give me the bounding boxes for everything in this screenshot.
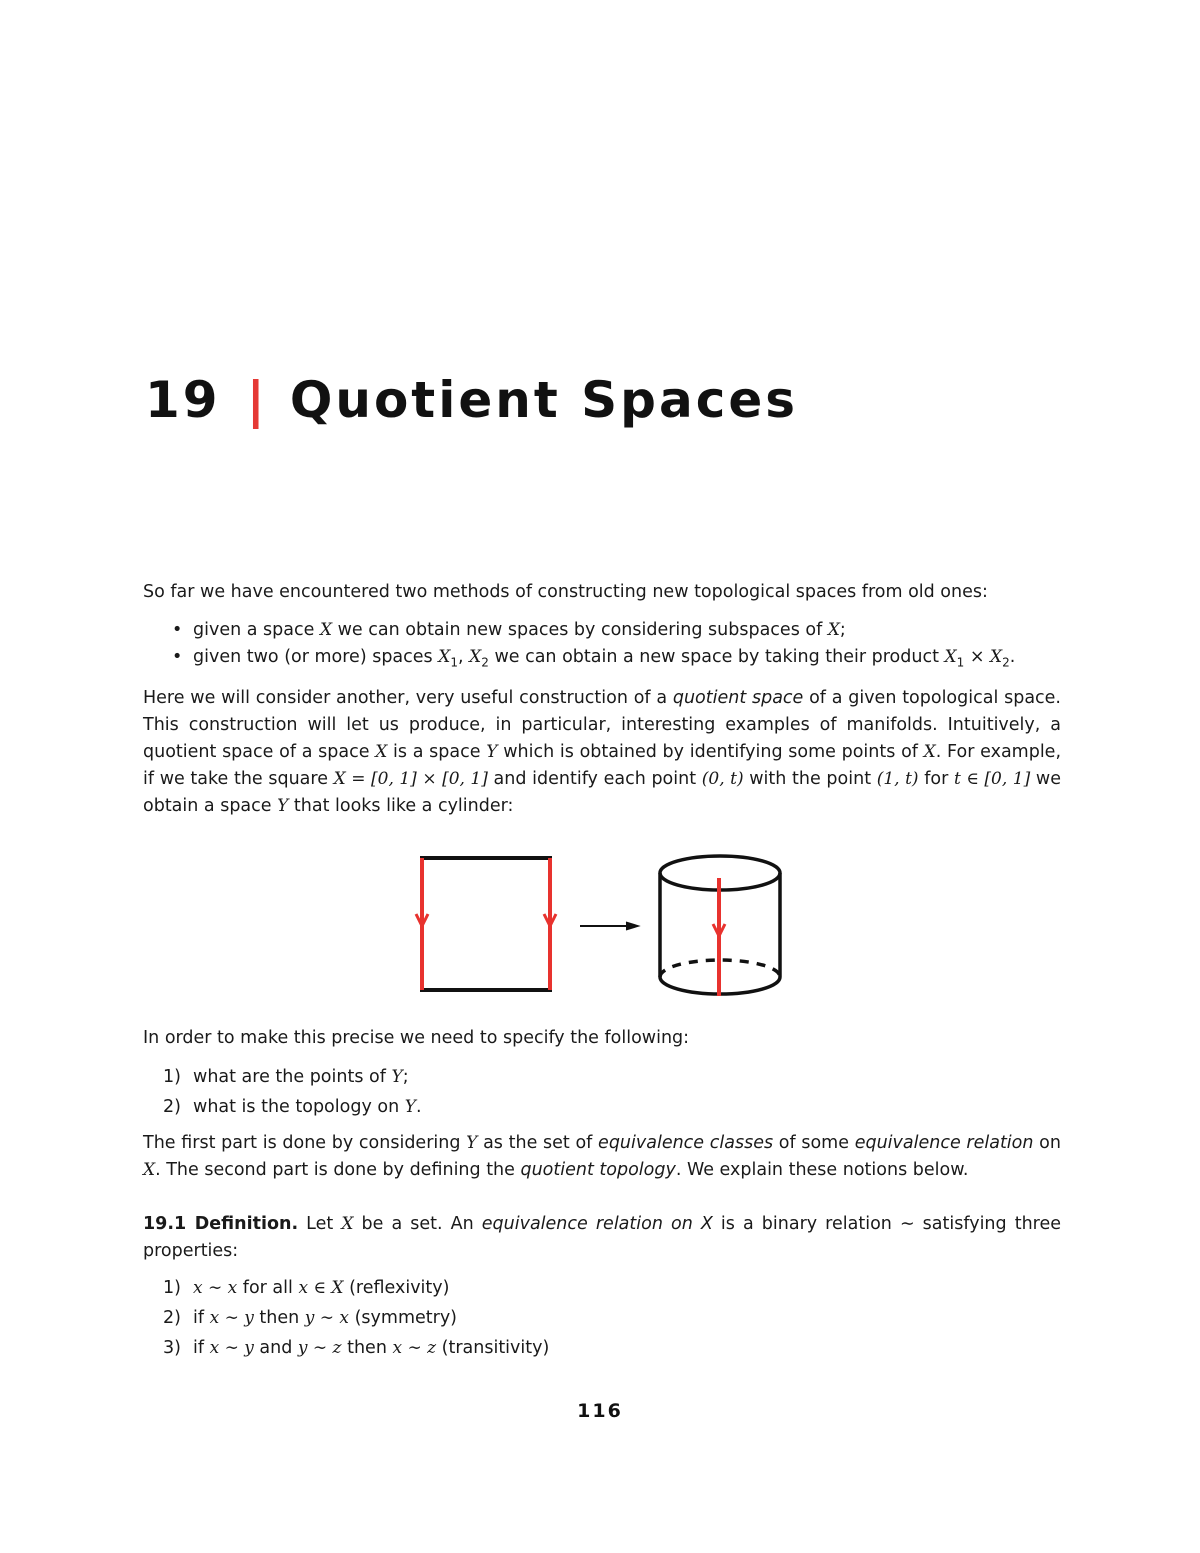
cylinder-shape [660,856,780,996]
list-item: 1) x ∼ x for all x ∈ X (reflexivity) [163,1278,450,1298]
intro-paragraph: So far we have encountered two methods of constructing new topological spaces from old ones: [143,582,988,602]
chapter-number: 19 [145,371,221,429]
list-item: 1) what are the points of Y; [163,1067,409,1087]
methods-list [143,617,1061,671]
cylinder-figure [400,845,800,1005]
steps-list [143,1064,1061,1121]
properties-list [143,1275,1061,1362]
definition-paragraph: 19.1 Definition. Let X be a set. An equivalence relation on X is a binary relation ∼ satisfying three properties: [143,1214,1061,1261]
list-item: 2) if x ∼ y then y ∼ x (symmetry) [163,1308,457,1328]
definition-label: 19.1 Definition. [143,1214,299,1234]
list-item: • given a space X we can obtain new spaces by considering subspaces of X; [143,617,1061,644]
bullet-icon: • [172,620,183,640]
chapter-name: Quotient Spaces [289,371,799,429]
bullet-icon: • [172,647,183,667]
specify-paragraph: In order to make this precise we need to specify the following: [143,1028,690,1048]
list-item: 2) what is the topology on Y. [163,1097,422,1117]
square-shape [416,858,556,990]
equivalence-paragraph: The first part is done by considering Y as the set of equivalence classes of some equivalence relation on X. The second part is done by defining the quotient topology. We explain these notions below. [143,1133,1061,1180]
list-item: 3) if x ∼ y and y ∼ z then x ∼ z (transitivity) [163,1338,550,1358]
chapter-separator: | [246,371,268,429]
arrow-right-icon [580,922,639,930]
list-item: • given two (or more) spaces $X_1$, $X_2$ we can obtain a new space by taking their product $X_1 \times X_2$. [143,644,1061,671]
construction-paragraph: Here we will consider another, very useful construction of a quotient space of a given topological space. This construction will let us produce, in particular, interesting examples of manifolds. Intuitively, a quotient space of a space X is a space Y which is obtained by identifying some points of X. For example, if we take the square X = [0, 1] × [0, 1] and identify each point (0, t) with the point (1, t) for t ∈ [0, 1] we obtain a space Y that looks like a cylinder: [143,688,1062,816]
chapter-title [145,365,798,435]
page-number: 116 [577,1400,623,1422]
